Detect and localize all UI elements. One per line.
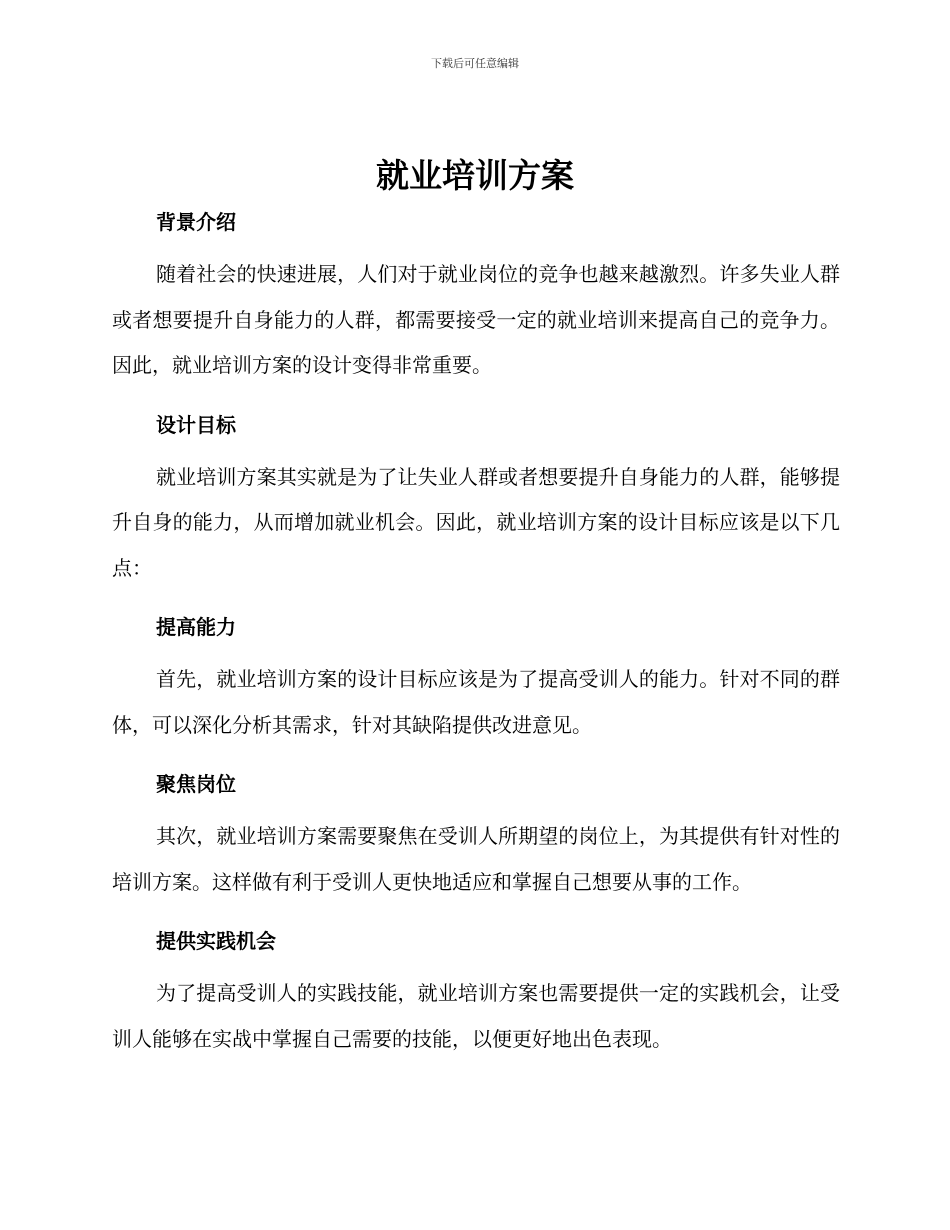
section-paragraph-design-goals: 就业培训方案其实就是为了让失业人群或者想要提升自身能力的人群，能够提升自身的能力，从而增加就业机会。因此，就业培训方案的设计目标应该是以下几点： bbox=[112, 464, 840, 580]
document-body bbox=[112, 208, 840, 1062]
section-heading-practice-opportunity: 提供实践机会 bbox=[156, 929, 276, 953]
page-header-note: 下载后可任意编辑 bbox=[431, 57, 519, 70]
document-title: 就业培训方案 bbox=[376, 156, 574, 195]
section-paragraph-improve-ability: 首先，就业培训方案的设计目标应该是为了提高受训人的能力。针对不同的群体，可以深化分析其需求，针对其缺陷提供改进意见。 bbox=[112, 667, 840, 737]
section-heading-design-goals: 设计目标 bbox=[156, 412, 236, 437]
section-paragraph-focus-position: 其次，就业培训方案需要聚焦在受训人所期望的岗位上，为其提供有针对性的培训方案。这样做有利于受训人更快地适应和掌握自己想要从事的工作。 bbox=[112, 824, 840, 894]
section-heading-background: 背景介绍 bbox=[156, 210, 236, 234]
section-heading-improve-ability: 提高能力 bbox=[156, 615, 236, 639]
section-heading-focus-position: 聚焦岗位 bbox=[156, 772, 236, 796]
section-paragraph-practice-opportunity: 为了提高受训人的实践技能，就业培训方案也需要提供一定的实践机会，让受训人能够在实战中掌握自己需要的技能，以便更好地出色表现。 bbox=[112, 981, 840, 1051]
section-paragraph-background: 随着社会的快速进展，人们对于就业岗位的竞争也越来越激烈。许多失业人群或者想要提升自身能力的人群，都需要接受一定的就业培训来提高自己的竞争力。因此，就业培训方案的设计变得非常重要。 bbox=[112, 262, 840, 377]
